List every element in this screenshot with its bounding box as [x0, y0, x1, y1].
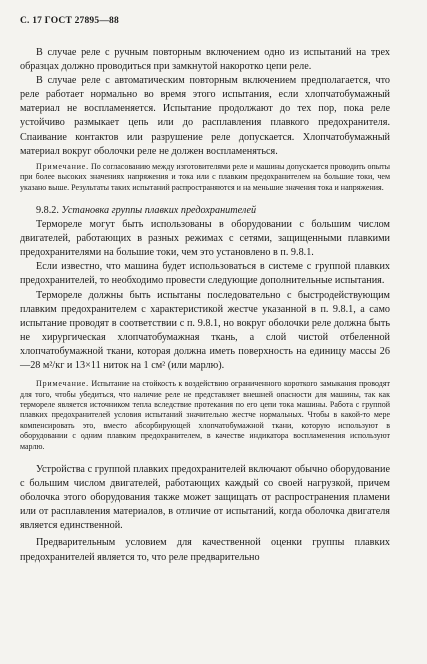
- paragraph: Устройства с группой плавких предохранителей включают обычно оборудование с большим числом двигателей, работающих каждый со своей нагрузкой, причем оболочка этого оборудования также может защищать от распространения пламени или от расплавления материалов, в отличие от испытаний, когда оболочка двигателя является единственной.: [20, 463, 390, 532]
- paragraph: Если известно, что машина будет использоваться в системе с группой плавких предохранителей, то необходимо провести следующие дополнительные испытания.: [20, 261, 390, 287]
- paragraph: В случае реле с автоматическим повторным включением предполагается, что реле работает нормально во время этого испытания, если хлопчатобумажный материал не воспламеняется. Испытание продолжают до тех пор, пока реле устойчиво размыкает цепь или до расплавления плавкого предохранителя. Спаивание контактов или разрушение реле допускается. Хлопчатобумажный материал вокруг оболочки реле не должен воспламеняться.: [20, 75, 390, 157]
- note: [20, 162, 390, 193]
- paragraph: Термореле могут быть использованы в оборудовании с большим числом двигателей, работающих в разных режимах с сетями, защищенными плавкими предохранителями на большие токи, чем это установлено в п. 9.8.1.: [20, 219, 390, 259]
- page-content: [20, 46, 390, 565]
- note-text: По согласованию между изготовителями реле и машины допускается проводить опыты при более высоких значениях напряжения и тока или с плавким предохранителем на большие токи, чем указано выше. Результаты таких испытаний распространяются и на меньшие значения тока и напряжения.: [20, 161, 391, 192]
- note: [20, 379, 390, 452]
- note-label: Примечание.: [36, 161, 89, 171]
- section-heading: [20, 204, 390, 218]
- section-title: Установка группы плавких предохранителей: [61, 204, 257, 216]
- paragraph: Термореле должны быть испытаны последовательно с быстродействующим плавким предохранителем с характеристикой жестче указанной в п. 9.8.1, а само испытание проводят в соответствии с п. 9.8.1, но вокруг оболочки реле должна быть не хирургическая хлопчатобумажная ткань, а слой чистой отбеленной хлопчатобумажной ткани, которая должна иметь поверхность на единицу массы 26—28 м²/кг и 13×11 ниток на 1 см² (или марлю).: [20, 289, 390, 371]
- section-number: 9.8.2.: [36, 204, 59, 216]
- paragraph: В случае реле с ручным повторным включением одно из испытаний на трех образцах должно проводиться при замкнутой накоротко цепи реле.: [20, 47, 390, 73]
- note-text: Испытание на стойкость к воздействию ограниченного короткого замыкания проводят для того, чтобы убедиться, что наличие реле не представляет внешней опасности для машины, так как термореле является источником тепла вследствие протекания по его цепи тока машины. Работа с группой плавких предохранителей условия испытаний значительно жестче нормальных. Чтобы в какой-то мере компенсировать это, вместо абсорбирующей хлопчатобумажной ткани, которую используют в оборудовании с одним плавким предохранителем, в качестве индикатора воспламенения используют марлю.: [20, 379, 391, 451]
- paragraph: Предварительным условием для качественной оценки группы плавких предохранителей является то, что реле предварительно: [20, 537, 390, 563]
- page-header: С. 17 ГОСТ 27895—88: [20, 16, 119, 26]
- note-label: Примечание.: [36, 379, 89, 389]
